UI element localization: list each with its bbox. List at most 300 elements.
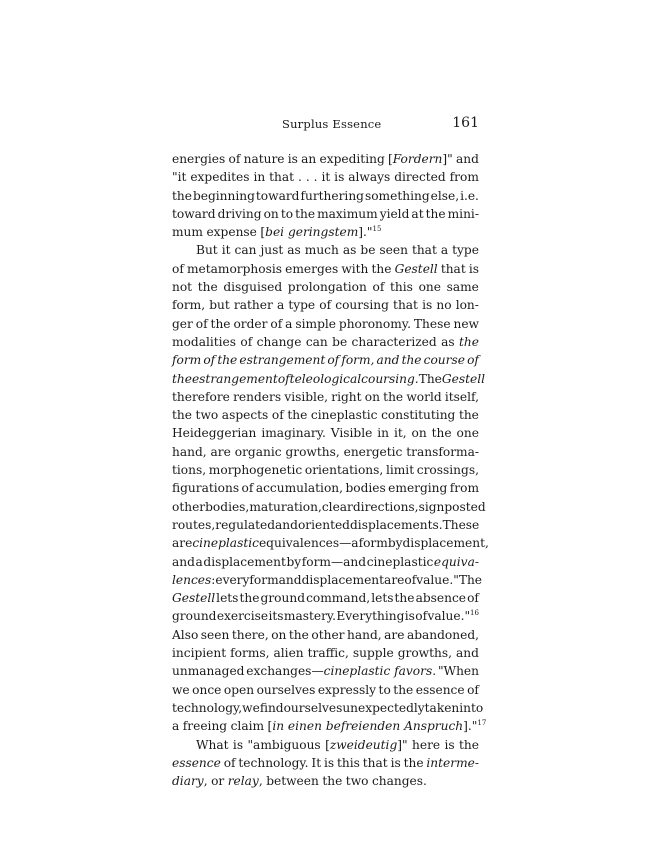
word-italic: course (423, 353, 465, 368)
word: is (390, 755, 401, 770)
word: from (449, 481, 479, 496)
word: mastery. (283, 609, 337, 624)
word: rather (233, 298, 273, 313)
word: form (249, 572, 279, 587)
word: the (403, 755, 424, 770)
word: clear (321, 499, 353, 514)
word: It (311, 755, 322, 770)
text-line (172, 644, 479, 662)
text-line (172, 662, 479, 680)
word: as (287, 243, 301, 258)
word: simple (295, 316, 336, 331)
word: directions, (352, 499, 419, 514)
word-italic: teleological (289, 371, 362, 386)
word: on (263, 206, 279, 221)
word: bodies, (205, 499, 250, 514)
word: displacement (301, 572, 385, 587)
word: the (371, 261, 392, 276)
word: on (364, 389, 380, 404)
word: there, (231, 627, 269, 642)
word: But (196, 243, 218, 258)
text-line (172, 553, 479, 571)
word: the (210, 316, 231, 331)
word: transforma- (406, 444, 479, 459)
word: two (195, 408, 219, 423)
word: once (192, 682, 222, 697)
word: itself, (444, 389, 479, 404)
word: of (223, 755, 236, 770)
word: expense (206, 225, 257, 240)
word: orientations, (304, 463, 384, 478)
word-italic: cineplastic (192, 536, 259, 551)
word: Everything (336, 609, 405, 624)
word: same (446, 280, 479, 295)
word: by (387, 536, 403, 551)
word: always (348, 170, 391, 185)
text-line (172, 168, 479, 186)
text-line (172, 296, 479, 314)
word: but (209, 298, 230, 313)
word: "The (453, 572, 483, 587)
text-line (172, 260, 479, 278)
word: directed (394, 170, 446, 185)
word: new (453, 316, 479, 331)
running-title: Surplus Essence (282, 117, 382, 131)
word: from (449, 170, 479, 185)
running-head (172, 117, 479, 135)
word: displacements. (350, 517, 443, 532)
word: the (425, 206, 446, 221)
word: change (256, 334, 302, 349)
word-italic: the (401, 353, 422, 368)
word: of (240, 334, 253, 349)
word: with (341, 261, 369, 276)
word: essence (415, 682, 465, 697)
body-text (172, 150, 489, 790)
word: find (259, 700, 284, 715)
word-italic: of (467, 353, 479, 368)
word: the (197, 280, 218, 295)
word: accumulation, (255, 481, 344, 496)
word: of (271, 408, 284, 423)
text-line (172, 388, 479, 406)
word: oriented (297, 517, 350, 532)
word: of (319, 298, 332, 313)
word: into (459, 700, 484, 715)
word-group: diary, (172, 774, 208, 789)
word: abandoned, (406, 627, 479, 642)
word: open (223, 682, 255, 697)
word: here (412, 737, 441, 752)
word: is (404, 609, 415, 624)
word: that (411, 243, 437, 258)
word: "it (172, 170, 187, 185)
word: seen (200, 627, 230, 642)
word: of (270, 316, 283, 331)
word: are (384, 627, 405, 642)
word: unexpectedly (342, 700, 425, 715)
text-line (172, 498, 486, 516)
word: much (304, 243, 339, 258)
word: traffic, (307, 646, 349, 661)
footnote-ref: 16 (470, 609, 479, 618)
word: the (239, 591, 260, 606)
word: bodies (345, 481, 386, 496)
word: These (442, 517, 480, 532)
word: constituting (381, 408, 456, 423)
word: furthering (300, 188, 364, 203)
word-group: value."$^{16}$ (427, 609, 479, 624)
text-line (172, 461, 479, 479)
word: the (393, 682, 414, 697)
word: and (278, 572, 302, 587)
word: a (285, 316, 293, 331)
word: routes, (172, 517, 216, 532)
word: the (458, 408, 479, 423)
term-gestell: Gestell (394, 261, 438, 276)
word: be (332, 334, 348, 349)
word-italic: equiva- (433, 554, 479, 569)
word: the (287, 408, 308, 423)
word: or (211, 774, 225, 789)
word: modalities (172, 334, 237, 349)
word: right (331, 389, 362, 404)
word: technology. (238, 755, 309, 770)
word-group: relay, (227, 774, 263, 789)
word: two (345, 774, 369, 789)
word: can (234, 243, 257, 258)
word: something (364, 188, 430, 203)
word: of (172, 261, 184, 276)
text-line (172, 223, 479, 241)
word: is (468, 261, 479, 276)
text-line (172, 754, 479, 772)
word-italic: essence (172, 755, 221, 770)
word: i.e. (460, 188, 479, 203)
word: metamorphosis (186, 261, 283, 276)
word: world (406, 389, 442, 404)
text-line (172, 479, 479, 497)
word: renders (233, 389, 282, 404)
word: of (467, 682, 479, 697)
word: that (393, 298, 418, 313)
word: the (172, 408, 192, 423)
word-italic: the (217, 353, 238, 368)
word: the (431, 426, 452, 441)
word-group: [in einen befreienden Anspruch]."$^{17}$ (267, 719, 487, 734)
word: this (390, 280, 413, 295)
word-group: exchanges—cineplastic favors. (246, 664, 437, 679)
word: The (418, 371, 442, 386)
word: Visible (330, 426, 373, 441)
word: phoronomy. (338, 316, 411, 331)
word: ground (260, 591, 305, 606)
word-italic: estrangement (191, 371, 278, 386)
text-line (172, 443, 479, 461)
word: emerges (285, 261, 339, 276)
word: driving (217, 206, 262, 221)
word: is (444, 737, 455, 752)
word: toward (255, 188, 300, 203)
word: ground (172, 609, 217, 624)
word: one (456, 426, 479, 441)
word: between (266, 774, 319, 789)
word: crossings, (416, 463, 479, 478)
word: tions, (172, 463, 207, 478)
word-group: [bei geringstem]."$^{15}$ (260, 225, 382, 240)
word: regulated (215, 517, 276, 532)
word-group: lences: (172, 572, 216, 587)
word: absence (415, 591, 466, 606)
word: to (378, 682, 391, 697)
word: maximum (317, 206, 378, 221)
word: supple (352, 646, 394, 661)
word-italic: form, (341, 353, 375, 368)
german-term: bei geringstem (265, 225, 359, 240)
word: lets (216, 591, 239, 606)
text-line (172, 717, 487, 735)
word-italic: of (327, 353, 340, 368)
word: other (311, 627, 345, 642)
word: energetic (343, 444, 403, 459)
word: is (232, 737, 244, 752)
german-term: zweideutig (329, 737, 398, 752)
german-term: Fordern (392, 152, 443, 166)
word: Heideggerian (172, 426, 257, 441)
word: order (233, 316, 268, 331)
word: of (467, 591, 479, 606)
text-line (172, 315, 479, 333)
word: "When (437, 664, 479, 679)
footnote-ref: 15 (372, 225, 382, 234)
word: ourselves (283, 700, 343, 715)
text-line (172, 424, 479, 442)
word: value. (416, 572, 454, 587)
text-line (172, 370, 485, 388)
text-line (172, 278, 479, 296)
word: of (372, 280, 385, 295)
word: it, (393, 426, 407, 441)
word: in (253, 170, 266, 185)
term-cineplastic-favors: cineplastic favors (323, 664, 433, 679)
word: expediting (319, 152, 385, 166)
word: and (456, 152, 479, 166)
word: we (242, 700, 260, 715)
word: a (276, 298, 285, 313)
word: changes. (371, 774, 427, 789)
word-italic: estrangement (239, 353, 326, 368)
word: that (269, 170, 295, 185)
text-line (172, 589, 479, 607)
word: a (195, 554, 203, 569)
word: toward (172, 206, 216, 221)
word: of (415, 609, 428, 624)
text-line (172, 571, 483, 589)
word-italic: form (172, 353, 202, 368)
german-term: in einen befreienden Anspruch (272, 719, 464, 734)
word: yield (379, 206, 410, 221)
footnote-ref: 17 (477, 719, 487, 728)
word: aspects (221, 408, 269, 423)
word: growths, (285, 444, 340, 459)
text-line (172, 736, 479, 754)
word-italic: of (203, 353, 216, 368)
term-gestell: Gestell (172, 591, 216, 606)
text-line (172, 699, 484, 717)
word: imaginary. (261, 426, 326, 441)
text-line (172, 205, 479, 223)
text-line (172, 681, 479, 699)
word: this (337, 755, 360, 770)
word: ourselves (256, 682, 316, 697)
word: mini- (447, 206, 479, 221)
text-line (172, 333, 479, 351)
page-number: 161 (452, 115, 479, 131)
word: command, (306, 591, 371, 606)
word: one (418, 280, 441, 295)
word: hand, (172, 444, 207, 459)
text-line (172, 406, 479, 424)
word: limit (385, 463, 415, 478)
word: . (313, 170, 318, 185)
word: taken (424, 700, 460, 715)
word: an (301, 152, 317, 166)
word: the (322, 774, 343, 789)
word: is (287, 152, 298, 166)
word: that (362, 755, 388, 770)
word: and (275, 517, 298, 532)
word: it (321, 170, 331, 185)
word: it (221, 243, 231, 258)
word: coursing (335, 298, 389, 313)
word: the (459, 737, 479, 752)
word: . (298, 170, 302, 185)
word: are (384, 572, 405, 587)
word: of (241, 481, 254, 496)
word: the (288, 627, 309, 642)
word: alien (273, 646, 304, 661)
word: growths, (397, 646, 452, 661)
word: as (441, 334, 455, 349)
word: freeing (182, 719, 228, 734)
word: beginning (192, 188, 255, 203)
text-line (172, 241, 479, 259)
word: to (280, 206, 294, 221)
word: is (422, 298, 433, 313)
word: is (324, 755, 335, 770)
word: form (358, 536, 388, 551)
word: are (210, 444, 231, 459)
text-line (172, 187, 479, 205)
word: every (215, 572, 250, 587)
text-line (172, 626, 479, 644)
word: expedites (190, 170, 250, 185)
word: as (342, 243, 357, 258)
word: These (413, 316, 451, 331)
word: else, (430, 188, 460, 203)
word-group: [zweideutig]" (325, 737, 408, 752)
word: maturation, (249, 499, 322, 514)
word: by (286, 554, 302, 569)
word: of (404, 572, 417, 587)
word: of (195, 316, 208, 331)
word: "ambiguous (247, 737, 321, 752)
word: characterized (351, 334, 437, 349)
word: figurations (172, 481, 240, 496)
word: cineplastic (310, 408, 378, 423)
word: seen (379, 243, 408, 258)
word: type (288, 298, 316, 313)
word-italic: coursing. (361, 371, 419, 386)
word: no (436, 298, 452, 313)
word: therefore (172, 389, 230, 404)
word: disguised (223, 280, 283, 295)
word: in (377, 426, 390, 441)
text-line (172, 607, 479, 625)
word: technology, (172, 700, 243, 715)
text-line (172, 772, 479, 790)
word: . (305, 170, 310, 185)
word: expressly (317, 682, 377, 697)
word: displacement, (402, 536, 489, 551)
word: we (172, 682, 190, 697)
word: its (268, 609, 284, 624)
word: on (411, 426, 427, 441)
word-italic: and (376, 353, 400, 368)
word: at (411, 206, 424, 221)
word: a (440, 243, 449, 258)
word: just (260, 243, 284, 258)
word: organic (234, 444, 282, 459)
word-group: [Fordern]" (387, 152, 453, 166)
word: energies (172, 152, 226, 166)
word: be (360, 243, 376, 258)
word: form, (172, 298, 206, 313)
word: form—and (301, 554, 367, 569)
term-gestell: Gestell (441, 371, 485, 386)
word: Also (172, 627, 199, 642)
word: the (172, 188, 192, 203)
word: exercise (216, 609, 269, 624)
word-italic: the (458, 334, 479, 349)
word: incipient (172, 646, 227, 661)
word: of (228, 152, 241, 166)
word: forms, (230, 646, 270, 661)
word: the (383, 389, 404, 404)
word: can (305, 334, 328, 349)
word: morphogenetic (208, 463, 303, 478)
word: type (452, 243, 479, 258)
word: displacement (203, 554, 286, 569)
word: the (295, 206, 316, 221)
text-line (172, 351, 479, 369)
word-italic: of (277, 371, 290, 386)
word: cineplastic (366, 554, 434, 569)
word: signposted (418, 499, 486, 514)
word: ger (172, 316, 193, 331)
word: are (172, 536, 193, 551)
word: equivalences—a (258, 536, 359, 551)
text-line (172, 516, 479, 534)
word: lon- (455, 298, 479, 313)
word: claim (230, 719, 265, 734)
word: mum (172, 225, 203, 240)
word: not (172, 280, 193, 295)
word: emerging (388, 481, 448, 496)
word-italic: the (172, 371, 192, 386)
word: What (196, 737, 229, 752)
word: and (172, 554, 195, 569)
